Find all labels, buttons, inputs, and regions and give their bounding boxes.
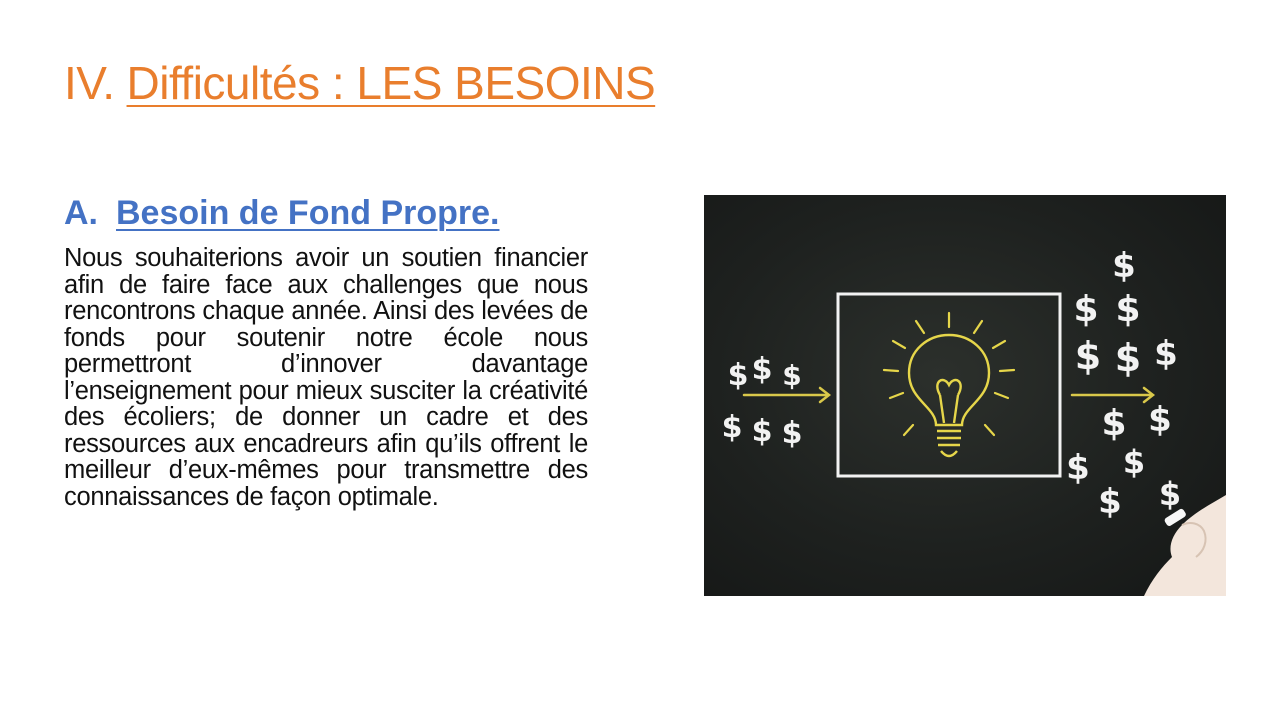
dollar-sign: $ — [727, 358, 749, 393]
dollar-sign: $ — [1098, 482, 1122, 522]
hand-icon — [1144, 495, 1226, 596]
dollar-sign: $ — [1115, 289, 1141, 330]
body-paragraph: Nous souhaiterions avoir un soutien financier afin de faire face aux challenges que nous rencontrons chaque année. Ainsi des levées de fonds pour soutenir notre école nous permettront d’innover davantage l’enseignement pour mieux susciter la créativité des écoliers; de donner un cadre et des ressources aux encadreurs afin qu’ils offrent le meilleur d’eux-mêmes pour transmettre des connaissances de façon optimale. — [64, 244, 588, 511]
lightbulb-money-image — [704, 195, 1226, 596]
dollar-sign: $ — [1114, 336, 1142, 380]
dollar-sign: $ — [1148, 400, 1172, 440]
dollar-sign: $ — [781, 416, 803, 451]
dollar-sign: $ — [1122, 443, 1146, 481]
dollar-sign: $ — [1158, 475, 1182, 513]
title-prefix: IV. — [64, 57, 115, 109]
dollar-sign: $ — [751, 352, 773, 387]
section-letter: A. — [64, 194, 98, 232]
dollar-signs — [722, 246, 1182, 522]
dollar-sign: $ — [1066, 448, 1090, 488]
lightbulb-money-illustration — [704, 195, 1226, 596]
lightbulb-icon — [909, 335, 989, 456]
section-label: Besoin de Fond Propre. — [116, 194, 500, 232]
bulb-rays — [884, 313, 1014, 435]
dollar-sign: $ — [1112, 246, 1136, 286]
dollar-sign: $ — [1074, 334, 1102, 378]
dollar-sign: $ — [1073, 289, 1099, 330]
arrows — [744, 388, 1153, 402]
dollar-sign: $ — [721, 410, 743, 445]
title-main: Difficultés : LES BESOINS — [126, 57, 656, 109]
dollar-sign: $ — [1154, 334, 1178, 374]
section-heading — [64, 194, 499, 233]
slide-title — [64, 56, 655, 110]
dollar-sign: $ — [1101, 403, 1127, 444]
dollar-sign: $ — [751, 414, 773, 449]
dollar-sign: $ — [782, 359, 802, 392]
